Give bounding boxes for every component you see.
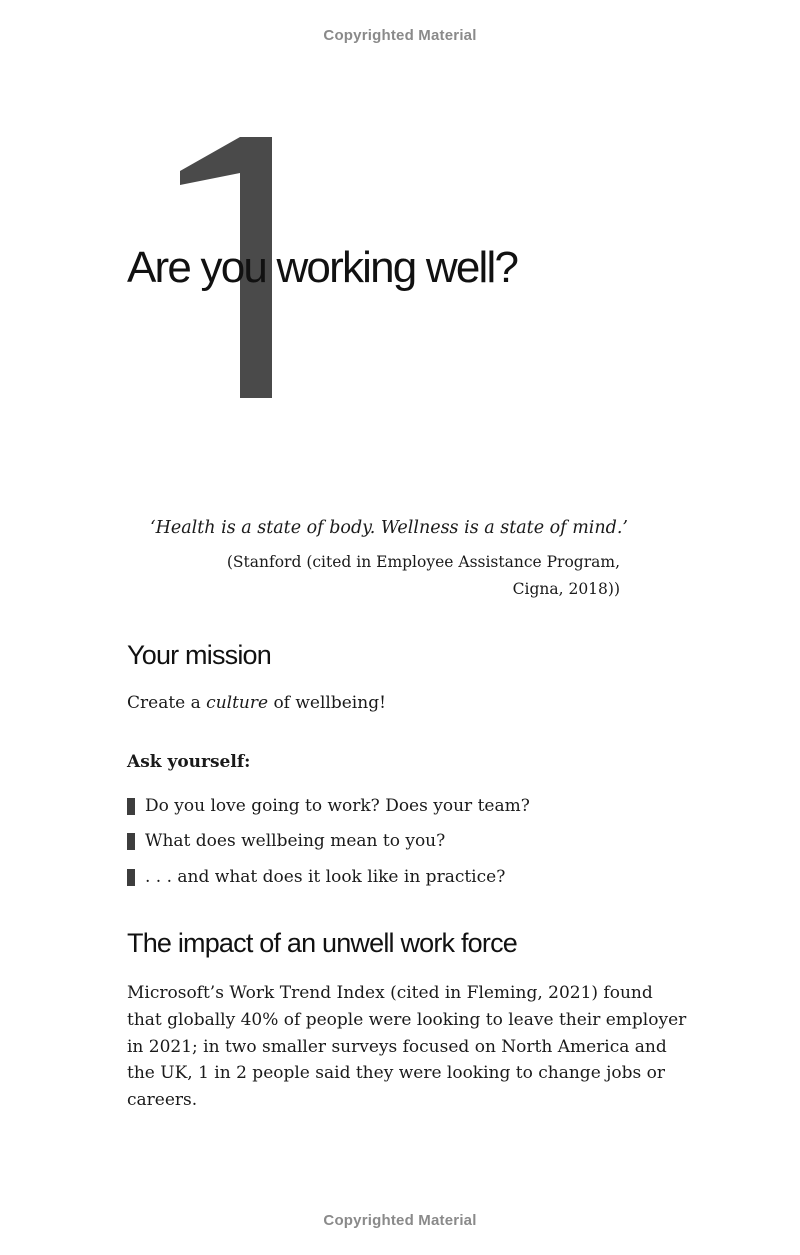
bullet-marker — [127, 833, 135, 850]
bullet-marker — [127, 798, 135, 815]
section-heading-impact: The impact of an unwell work force — [127, 928, 517, 958]
epigraph-citation-line-2: Cigna, 2018)) — [512, 580, 620, 598]
mission-text-end: of wellbeing! — [268, 693, 386, 713]
paragraph-line: Microsoft’s Work Trend Index (cited in Fleming, 2021) found — [127, 983, 653, 1003]
bullet-item-text: . . . and what does it look like in practice? — [145, 867, 506, 887]
chapter-title: Are you working well? — [127, 243, 518, 292]
ask-yourself-label: Ask yourself: — [127, 752, 251, 772]
bullet-marker — [127, 869, 135, 886]
bullet-item — [127, 867, 505, 887]
bullet-item-text: What does wellbeing mean to you? — [145, 831, 446, 851]
impact-paragraph — [127, 980, 687, 1114]
bullet-item — [127, 831, 445, 851]
mission-text-emphasis: culture — [206, 693, 269, 713]
section-heading-mission: Your mission — [127, 640, 271, 670]
mission-text — [127, 693, 386, 713]
paragraph-line: in 2021; in two smaller surveys focused on North America and — [127, 1036, 667, 1057]
footer-copyright: Copyrighted Material — [323, 1212, 477, 1229]
paragraph-line: that globally 40% of people were looking to leave their employer — [127, 1009, 687, 1030]
epigraph-quote: ‘Health is a state of body. Wellness is a state of mind.’ — [150, 518, 628, 538]
mission-text-start: Create a — [127, 693, 207, 713]
epigraph-citation-line-1: (Stanford (cited in Employee Assistance Program, — [226, 553, 620, 571]
header-copyright: Copyrighted Material — [323, 27, 477, 44]
bullet-item — [127, 796, 530, 816]
paragraph-line: the UK, 1 in 2 people said they were looking to change jobs or — [127, 1063, 666, 1084]
bullet-item-text: Do you love going to work? Does your team? — [145, 796, 530, 816]
paragraph-line: careers. — [127, 1090, 198, 1111]
